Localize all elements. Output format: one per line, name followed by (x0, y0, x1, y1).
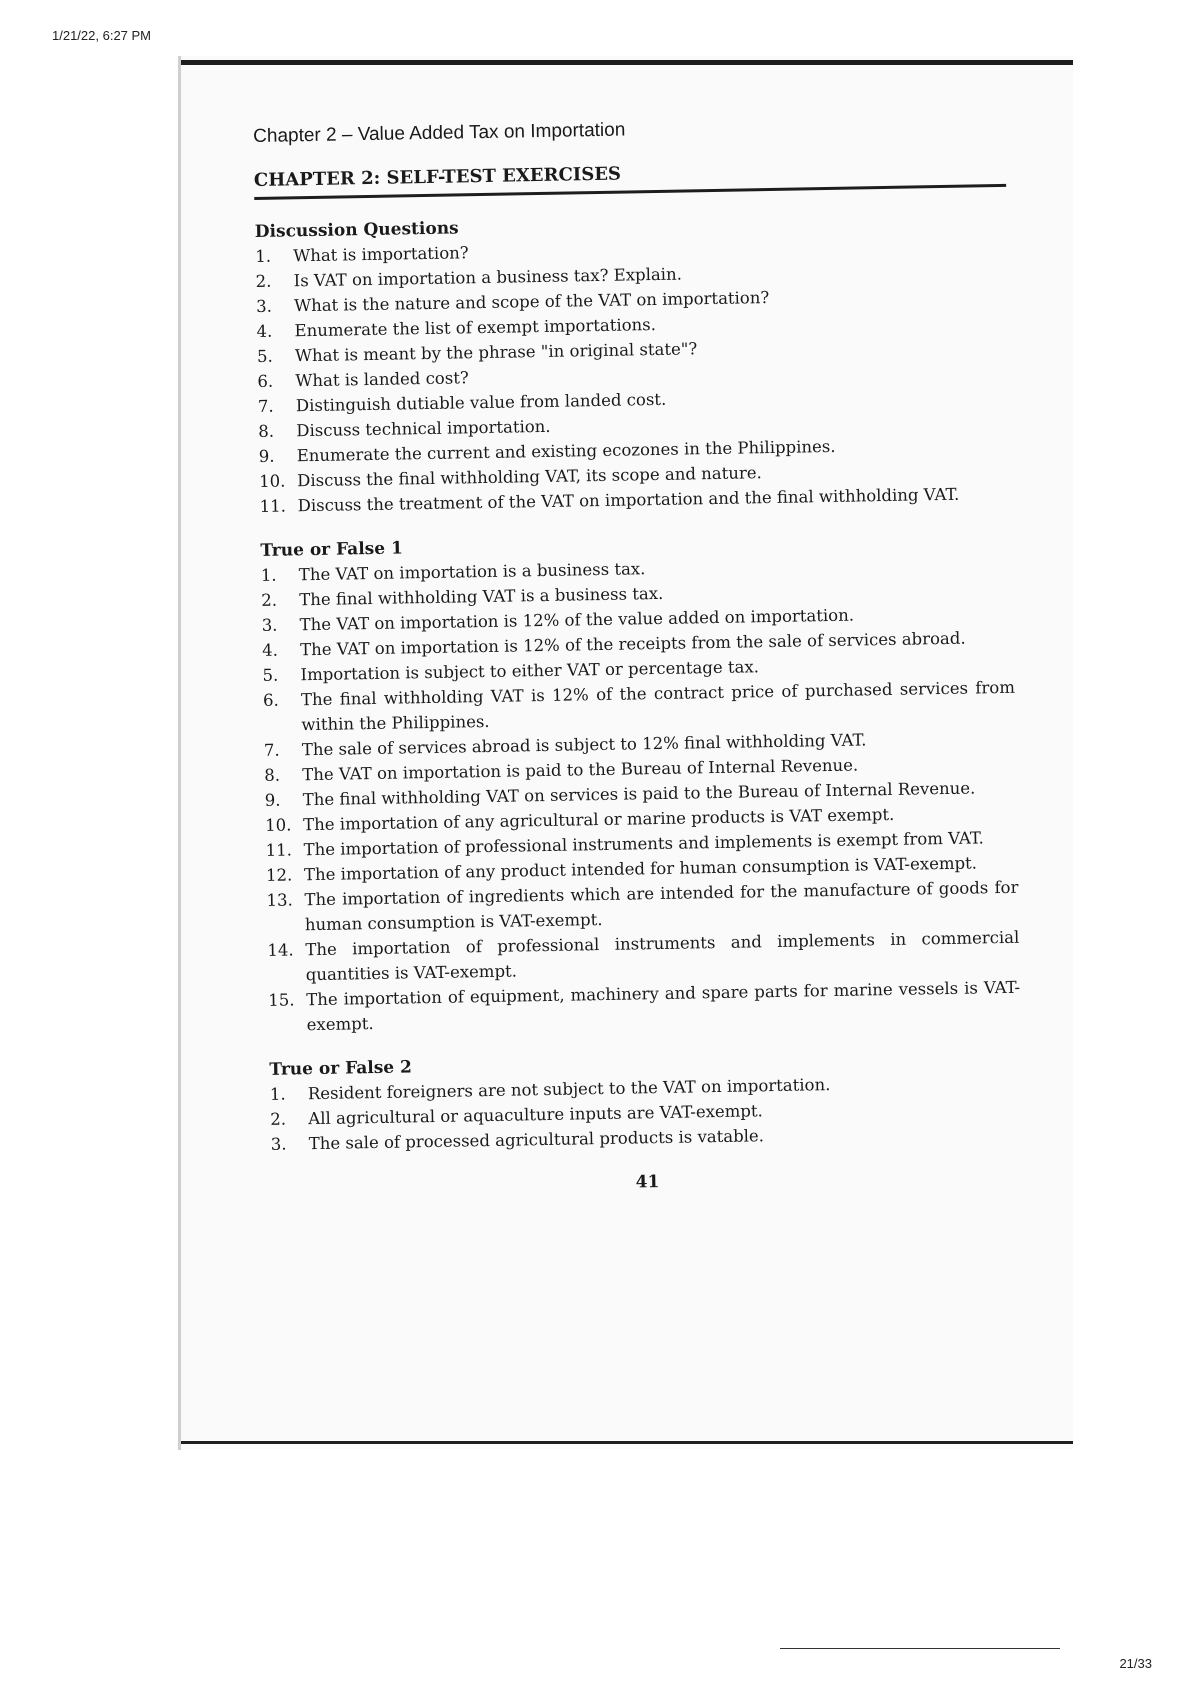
print-page-count: 21/33 (1119, 1656, 1152, 1671)
item-text: Enumerate the list of exempt importations. (294, 314, 657, 341)
footer-rule (780, 1648, 1060, 1649)
item-number: 14. (267, 940, 294, 960)
item-text: The sale of services abroad is subject to 12% final withholding VAT. (301, 730, 867, 760)
item-text: Importation is subject to either VAT or percentage tax. (300, 657, 760, 685)
item-text: What is meant by the phrase "in original state"? (294, 339, 698, 366)
item-text: Discuss the final withholding VAT, its scope and nature. (297, 463, 762, 491)
true-false-1-list (261, 550, 1021, 1038)
item-text: What is landed cost? (295, 368, 469, 391)
item-text: The importation of any agricultural or marine products is VAT exempt. (303, 804, 895, 835)
true-false-1-heading: True or False 1 (260, 538, 404, 561)
bottom-rule (181, 1441, 1073, 1444)
item-text: Distinguish dutiable value from landed cost. (295, 389, 667, 416)
item-number: 2. (255, 271, 272, 291)
item-number: 3. (261, 615, 278, 635)
item-number: 5. (256, 346, 273, 366)
item-number: 8. (258, 421, 275, 441)
item-number: 7. (263, 740, 280, 760)
item-text: The VAT on importation is 12% of the receipts from the sale of services abroad. (299, 628, 966, 660)
true-false-2-heading: True or False 2 (269, 1057, 413, 1080)
item-text: The VAT on importation is paid to the Bureau of Internal Revenue. (302, 755, 859, 785)
item-text: The importation of professional instruments and implements is exempt from VAT. (303, 828, 984, 860)
item-number: 15. (268, 990, 295, 1010)
item-text: The importation of any product intended for human consumption is VAT-exempt. (303, 853, 978, 885)
item-number: 4. (256, 321, 273, 341)
item-number: 5. (262, 665, 279, 685)
item-text: The final withholding VAT is a business tax. (299, 583, 664, 610)
chapter-title: CHAPTER 2: SELF-TEST EXERCISES (254, 157, 1006, 200)
page-number: 41 (635, 1172, 660, 1193)
item-number: 2. (261, 590, 278, 610)
item-number: 13. (266, 890, 293, 910)
true-false-2-section (269, 1047, 1023, 1157)
item-number: 6. (257, 371, 274, 391)
item-number: 1. (255, 246, 272, 266)
item-number: 11. (259, 496, 287, 516)
discussion-list (255, 231, 1012, 519)
item-number: 12. (265, 865, 293, 885)
item-text: The importation of ingredients which are intended for the manufacture of goods for human consumption is VAT-exempt. (304, 877, 1019, 935)
print-timestamp: 1/21/22, 6:27 PM (52, 28, 152, 43)
item-number: 9. (258, 446, 275, 466)
item-text: The VAT on importation is a business tax. (298, 559, 646, 585)
item-number: 1. (260, 565, 277, 585)
item-number: 3. (270, 1134, 287, 1154)
item-text: The final withholding VAT is 12% of the contract price of purchased services from within the Philippines. (300, 677, 1016, 735)
item-number: 11. (265, 840, 293, 860)
item-number: 10. (259, 471, 286, 491)
item-text: What is the nature and scope of the VAT on importation? (293, 288, 770, 316)
scanned-page (178, 56, 1073, 1450)
item-number: 1. (269, 1084, 286, 1104)
item-text: Enumerate the current and existing ecozones in the Philippines. (296, 436, 836, 466)
true-false-1-section (260, 528, 1021, 1038)
item-text: The VAT on importation is 12% of the value added on importation. (299, 605, 855, 635)
item-number: 10. (265, 815, 292, 835)
item-number: 8. (264, 765, 281, 785)
item-text: Is VAT on importation a business tax? Explain. (293, 264, 683, 291)
item-text: The sale of processed agricultural products is vatable. (308, 1126, 765, 1154)
discussion-section (255, 209, 1012, 519)
item-text: The importation of professional instruments and implements in commercial quantities is VAT-exempt. (305, 927, 1020, 985)
item-text: Discuss technical importation. (296, 416, 551, 441)
item-text: What is importation? (293, 243, 469, 266)
item-text: All agricultural or aquaculture inputs are VAT-exempt. (308, 1101, 763, 1129)
item-number: 4. (261, 640, 279, 660)
item-number: 7. (257, 396, 274, 416)
item-text: Discuss the treatment of the VAT on importation and the final withholding VAT. (297, 484, 960, 516)
item-text: The importation of equipment, machinery and spare parts for marine vessels is VAT-exempt. (306, 977, 1021, 1035)
discussion-heading: Discussion Questions (254, 218, 459, 242)
running-head: Chapter 2 – Value Added Tax on Importation (253, 119, 626, 147)
item-text: The final withholding VAT on services is paid to the Bureau of Internal Revenue. (302, 778, 976, 810)
item-number: 2. (270, 1109, 287, 1129)
item-number: 9. (264, 790, 281, 810)
item-number: 6. (262, 690, 279, 710)
book-page (253, 113, 1024, 1199)
item-text: Resident foreigners are not subject to the VAT on importation. (307, 1075, 831, 1104)
true-false-2-list (270, 1069, 1023, 1157)
item-number: 3. (255, 296, 273, 316)
top-rule (181, 60, 1073, 65)
